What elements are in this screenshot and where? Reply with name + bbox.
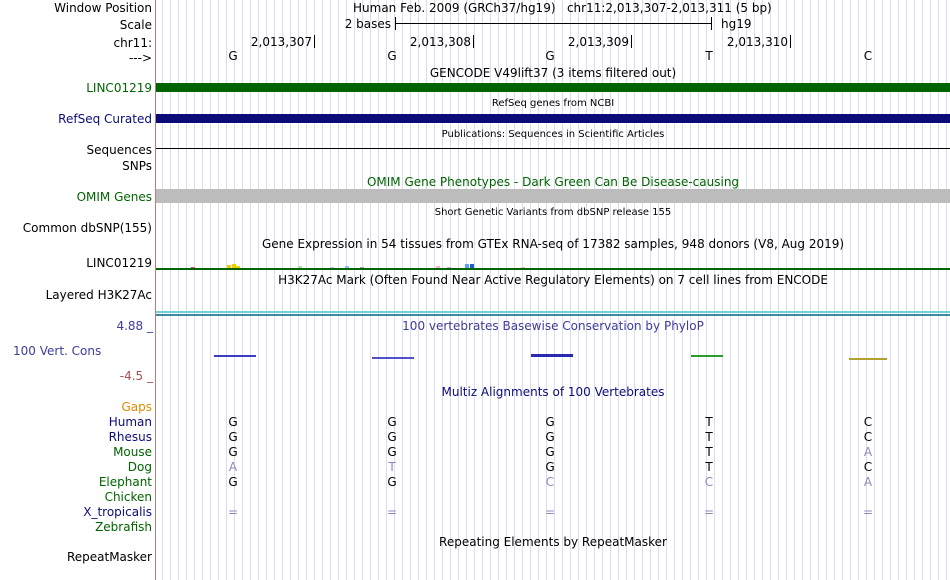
species-label: Human	[108, 415, 152, 429]
species-label: Chicken	[104, 490, 152, 504]
h3k27ac-signal-line	[156, 314, 950, 316]
species-label: Zebrafish	[95, 520, 152, 534]
window-position-label: Window Position	[54, 1, 152, 15]
phylop-track-title: 100 vertebrates Basewise Conservation by PhyloP	[402, 319, 704, 333]
coordinate-tick	[631, 35, 632, 48]
alignment-base: A	[863, 475, 873, 489]
coordinate-label: 2,013,310	[726, 35, 788, 49]
gtex-track-label[interactable]: LINC01219	[86, 256, 152, 270]
phylop-max-label: 4.88 _	[116, 319, 153, 333]
coordinate-tick	[473, 35, 474, 48]
alignment-base: =	[386, 505, 398, 519]
gencode-track-label[interactable]: LINC01219	[86, 81, 152, 95]
scale-bar-right-end	[711, 17, 712, 30]
coordinate-label: 2,013,308	[409, 35, 471, 49]
alignment-base: G	[545, 445, 555, 459]
alignment-base: A	[863, 445, 873, 459]
sequence-base: G	[545, 49, 555, 63]
alignment-base: G	[228, 475, 238, 489]
conservation-segment	[214, 355, 256, 357]
species-label: Dog	[127, 460, 152, 474]
alignment-base: A	[228, 460, 238, 474]
alignment-base: G	[387, 445, 397, 459]
coordinate-label: 2,013,307	[250, 35, 312, 49]
alignment-base: G	[228, 415, 238, 429]
phylop-min-label: -4.5 _	[119, 369, 153, 383]
multiz-track-title: Multiz Alignments of 100 Vertebrates	[441, 385, 665, 399]
species-label: X_tropicalis	[83, 505, 152, 519]
sequence-base: G	[387, 49, 397, 63]
coordinate-tick	[314, 35, 315, 48]
scale-assembly: hg19	[721, 17, 752, 31]
coordinate-tick	[790, 35, 791, 48]
refseq-track-title: RefSeq genes from NCBI	[491, 98, 615, 109]
window-position-text: Human Feb. 2009 (GRCh37/hg19) chr11:2,013,307-2,013,311 (5 bp)	[353, 1, 772, 15]
alignment-base: G	[228, 430, 238, 444]
scale-text: 2 bases	[344, 17, 391, 31]
h3k27ac-signal-line	[156, 311, 950, 313]
refseq-gene-feature[interactable]	[156, 114, 950, 123]
alignment-base: G	[387, 430, 397, 444]
dbsnp-track-label[interactable]: Common dbSNP(155)	[22, 221, 152, 235]
alignment-base: G	[545, 430, 555, 444]
multiz-gaps-label: Gaps	[121, 400, 152, 414]
alignment-base: T	[705, 445, 713, 459]
gencode-track-title: GENCODE V49lift37 (3 items filtered out)	[429, 66, 677, 80]
alignment-base: =	[703, 505, 715, 519]
h3k27ac-track-label[interactable]: Layered H3K27Ac	[45, 288, 152, 302]
publications-track-title: Publications: Sequences in Scientific Articles	[441, 129, 665, 140]
publications-line	[156, 148, 950, 149]
sequence-base: G	[228, 49, 238, 63]
refseq-track-label[interactable]: RefSeq Curated	[58, 112, 152, 126]
snps-track-label[interactable]: SNPs	[122, 159, 152, 173]
species-label: Elephant	[98, 475, 152, 489]
species-label: Rhesus	[108, 430, 152, 444]
sequences-track-label[interactable]: Sequences	[86, 143, 152, 157]
alignment-base: T	[705, 430, 713, 444]
gtex-track-title: Gene Expression in 54 tissues from GTEx RNA-seq of 17382 samples, 948 donors (V8, Aug 2019)	[261, 237, 845, 251]
alignment-base: G	[545, 460, 555, 474]
omim-feature[interactable]	[156, 189, 950, 203]
scale-bar-left-end	[395, 17, 396, 30]
alignment-base: G	[545, 415, 555, 429]
gencode-gene-feature[interactable]	[156, 83, 950, 92]
alignment-base: G	[228, 445, 238, 459]
sequence-base: C	[863, 49, 873, 63]
alignment-base: C	[863, 460, 873, 474]
alignment-base: T	[705, 460, 713, 474]
sequence-base: T	[705, 49, 713, 63]
h3k27ac-track-title: H3K27Ac Mark (Often Found Near Active Regulatory Elements) on 7 cell lines from ENCODE	[278, 273, 828, 287]
conservation-segment	[849, 358, 887, 360]
chromosome-label: chr11:	[113, 36, 152, 50]
species-label: Mouse	[113, 445, 152, 459]
gtex-gene-line	[156, 268, 950, 270]
scale-bar	[395, 23, 712, 24]
phylop-track-label[interactable]: 100 Vert. Cons	[13, 344, 102, 358]
alignment-base: G	[387, 475, 397, 489]
alignment-base: G	[387, 415, 397, 429]
strand-label: --->	[128, 51, 152, 65]
omim-track-title: OMIM Gene Phenotypes - Dark Green Can Be Disease-causing	[366, 175, 740, 189]
conservation-segment	[691, 355, 723, 357]
alignment-base: =	[227, 505, 239, 519]
alignment-base: C	[545, 475, 555, 489]
alignment-base: C	[863, 430, 873, 444]
alignment-base: T	[388, 460, 396, 474]
repeatmasker-track-title: Repeating Elements by RepeatMasker	[439, 535, 667, 549]
conservation-segment	[531, 354, 573, 357]
omim-track-label[interactable]: OMIM Genes	[76, 190, 152, 204]
repeatmasker-track-label[interactable]: RepeatMasker	[66, 550, 152, 564]
dbsnp-track-title: Short Genetic Variants from dbSNP release 155	[434, 207, 672, 218]
scale-label: Scale	[119, 18, 152, 32]
alignment-base: C	[863, 415, 873, 429]
alignment-base: C	[704, 475, 714, 489]
coordinate-label: 2,013,309	[567, 35, 629, 49]
alignment-base: =	[862, 505, 874, 519]
conservation-segment	[372, 357, 414, 359]
alignment-base: =	[544, 505, 556, 519]
alignment-base: T	[705, 415, 713, 429]
